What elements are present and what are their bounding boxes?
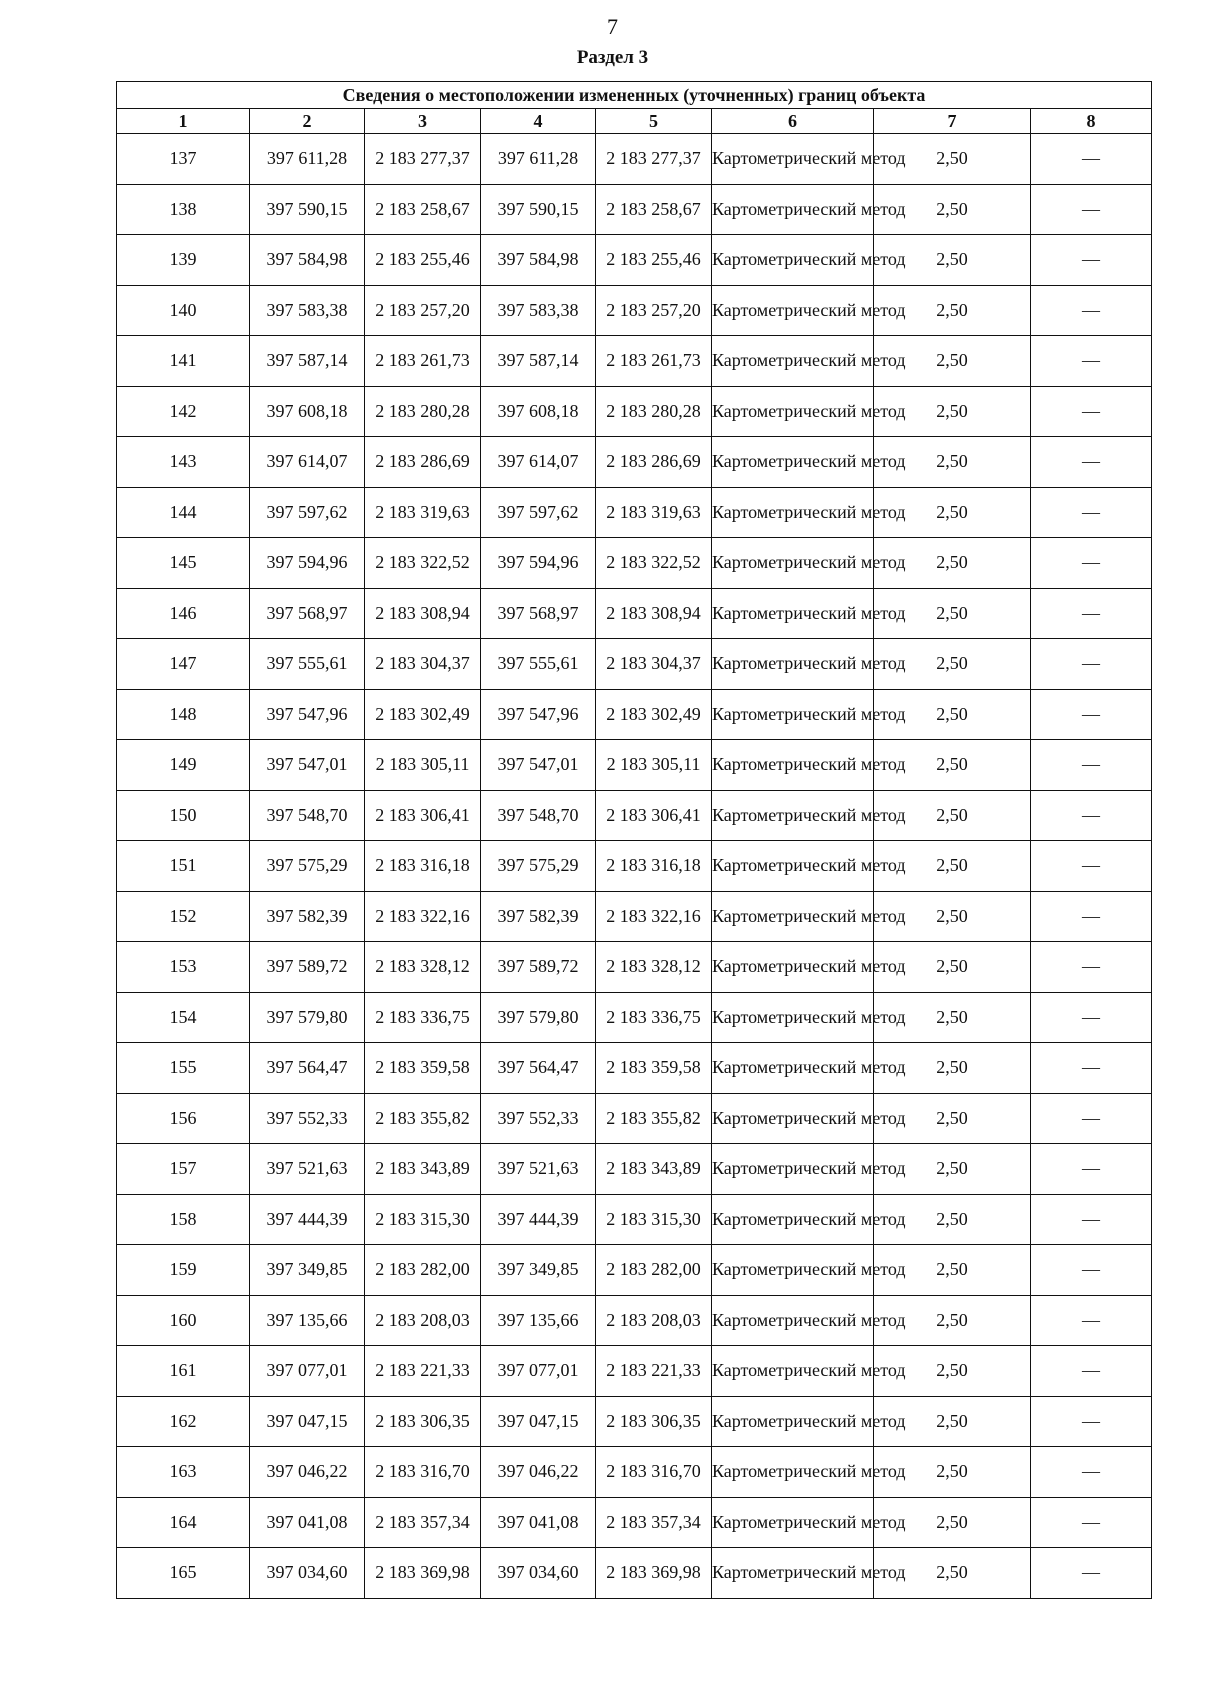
y-new-coordinate-cell: 2 183 305,11	[596, 740, 712, 791]
method-cell: Картометрический метод	[712, 1497, 874, 1548]
point-number-cell: 156	[117, 1093, 250, 1144]
x-new-coordinate-cell: 397 587,14	[481, 336, 596, 387]
method-cell: Картометрический метод	[712, 1548, 874, 1599]
x-new-coordinate-cell: 397 552,33	[481, 1093, 596, 1144]
y-coordinate-cell: 2 183 304,37	[365, 639, 481, 690]
x-new-coordinate-cell: 397 034,60	[481, 1548, 596, 1599]
x-coordinate-cell: 397 584,98	[250, 235, 365, 286]
x-coordinate-cell: 397 047,15	[250, 1396, 365, 1447]
table-row	[117, 1447, 1152, 1498]
y-new-coordinate-cell: 2 183 306,41	[596, 790, 712, 841]
x-coordinate-cell: 397 611,28	[250, 134, 365, 185]
method-cell: Картометрический метод	[712, 1245, 874, 1296]
point-number-cell: 143	[117, 437, 250, 488]
table-row	[117, 1245, 1152, 1296]
x-new-coordinate-cell: 397 547,96	[481, 689, 596, 740]
accuracy-cell: 2,50	[874, 437, 1031, 488]
y-new-coordinate-cell: 2 183 261,73	[596, 336, 712, 387]
point-number-cell: 163	[117, 1447, 250, 1498]
y-new-coordinate-cell: 2 183 357,34	[596, 1497, 712, 1548]
table-row	[117, 1144, 1152, 1195]
x-coordinate-cell: 397 135,66	[250, 1295, 365, 1346]
method-cell: Картометрический метод	[712, 1396, 874, 1447]
point-number-cell: 162	[117, 1396, 250, 1447]
x-coordinate-cell: 397 589,72	[250, 942, 365, 993]
y-new-coordinate-cell: 2 183 308,94	[596, 588, 712, 639]
y-new-coordinate-cell: 2 183 355,82	[596, 1093, 712, 1144]
accuracy-cell: 2,50	[874, 1194, 1031, 1245]
method-cell: Картометрический метод	[712, 740, 874, 791]
y-coordinate-cell: 2 183 322,52	[365, 538, 481, 589]
table-row	[117, 134, 1152, 185]
accuracy-cell: 2,50	[874, 1043, 1031, 1094]
description-cell: —	[1031, 437, 1152, 488]
accuracy-cell: 2,50	[874, 639, 1031, 690]
y-new-coordinate-cell: 2 183 336,75	[596, 992, 712, 1043]
y-new-coordinate-cell: 2 183 258,67	[596, 184, 712, 235]
page-number: 7	[607, 14, 618, 39]
x-new-coordinate-cell: 397 579,80	[481, 992, 596, 1043]
method-cell: Картометрический метод	[712, 487, 874, 538]
method-cell: Картометрический метод	[712, 588, 874, 639]
accuracy-cell: 2,50	[874, 1497, 1031, 1548]
table-row	[117, 689, 1152, 740]
y-coordinate-cell: 2 183 280,28	[365, 386, 481, 437]
table-row	[117, 437, 1152, 488]
y-coordinate-cell: 2 183 208,03	[365, 1295, 481, 1346]
accuracy-cell: 2,50	[874, 1295, 1031, 1346]
y-new-coordinate-cell: 2 183 316,18	[596, 841, 712, 892]
accuracy-cell: 2,50	[874, 841, 1031, 892]
x-new-coordinate-cell: 397 548,70	[481, 790, 596, 841]
x-coordinate-cell: 397 077,01	[250, 1346, 365, 1397]
table-row	[117, 639, 1152, 690]
x-new-coordinate-cell: 397 047,15	[481, 1396, 596, 1447]
y-new-coordinate-cell: 2 183 322,16	[596, 891, 712, 942]
point-number-cell: 148	[117, 689, 250, 740]
x-new-coordinate-cell: 397 584,98	[481, 235, 596, 286]
point-number-cell: 146	[117, 588, 250, 639]
x-coordinate-cell: 397 568,97	[250, 588, 365, 639]
x-coordinate-cell: 397 587,14	[250, 336, 365, 387]
x-coordinate-cell: 397 521,63	[250, 1144, 365, 1195]
x-new-coordinate-cell: 397 046,22	[481, 1447, 596, 1498]
description-cell: —	[1031, 235, 1152, 286]
method-cell: Картометрический метод	[712, 790, 874, 841]
y-new-coordinate-cell: 2 183 280,28	[596, 386, 712, 437]
y-new-coordinate-cell: 2 183 286,69	[596, 437, 712, 488]
point-number-cell: 160	[117, 1295, 250, 1346]
column-number-2: 2	[250, 109, 365, 134]
x-new-coordinate-cell: 397 568,97	[481, 588, 596, 639]
description-cell: —	[1031, 1346, 1152, 1397]
y-coordinate-cell: 2 183 302,49	[365, 689, 481, 740]
method-cell: Картометрический метод	[712, 1144, 874, 1195]
method-cell: Картометрический метод	[712, 1194, 874, 1245]
section-title: Раздел 3	[576, 47, 649, 68]
accuracy-cell: 2,50	[874, 1093, 1031, 1144]
method-cell: Картометрический метод	[712, 1447, 874, 1498]
x-coordinate-cell: 397 614,07	[250, 437, 365, 488]
x-coordinate-cell: 397 548,70	[250, 790, 365, 841]
y-coordinate-cell: 2 183 286,69	[365, 437, 481, 488]
point-number-cell: 140	[117, 285, 250, 336]
y-coordinate-cell: 2 183 315,30	[365, 1194, 481, 1245]
description-cell: —	[1031, 588, 1152, 639]
description-cell: —	[1031, 1093, 1152, 1144]
table-row	[117, 1346, 1152, 1397]
y-coordinate-cell: 2 183 322,16	[365, 891, 481, 942]
accuracy-cell: 2,50	[874, 891, 1031, 942]
table-row	[117, 1194, 1152, 1245]
y-coordinate-cell: 2 183 343,89	[365, 1144, 481, 1195]
description-cell: —	[1031, 336, 1152, 387]
description-cell: —	[1031, 639, 1152, 690]
x-new-coordinate-cell: 397 583,38	[481, 285, 596, 336]
method-cell: Картометрический метод	[712, 942, 874, 993]
column-number-7: 7	[874, 109, 1031, 134]
description-cell: —	[1031, 134, 1152, 185]
table-row	[117, 992, 1152, 1043]
x-coordinate-cell: 397 583,38	[250, 285, 365, 336]
method-cell: Картометрический метод	[712, 891, 874, 942]
y-new-coordinate-cell: 2 183 315,30	[596, 1194, 712, 1245]
table-caption: Сведения о местоположении измененных (уточненных) границ объекта	[117, 82, 1152, 109]
table-row	[117, 1497, 1152, 1548]
x-new-coordinate-cell: 397 444,39	[481, 1194, 596, 1245]
description-cell: —	[1031, 942, 1152, 993]
x-new-coordinate-cell: 397 547,01	[481, 740, 596, 791]
point-number-cell: 149	[117, 740, 250, 791]
description-cell: —	[1031, 1548, 1152, 1599]
x-coordinate-cell: 397 547,96	[250, 689, 365, 740]
x-new-coordinate-cell: 397 555,61	[481, 639, 596, 690]
y-new-coordinate-cell: 2 183 316,70	[596, 1447, 712, 1498]
x-coordinate-cell: 397 349,85	[250, 1245, 365, 1296]
description-cell: —	[1031, 1295, 1152, 1346]
description-cell: —	[1031, 1245, 1152, 1296]
accuracy-cell: 2,50	[874, 588, 1031, 639]
description-cell: —	[1031, 1447, 1152, 1498]
x-new-coordinate-cell: 397 608,18	[481, 386, 596, 437]
description-cell: —	[1031, 740, 1152, 791]
y-coordinate-cell: 2 183 369,98	[365, 1548, 481, 1599]
y-new-coordinate-cell: 2 183 322,52	[596, 538, 712, 589]
table-row	[117, 891, 1152, 942]
table-row	[117, 588, 1152, 639]
point-number-cell: 165	[117, 1548, 250, 1599]
point-number-cell: 139	[117, 235, 250, 286]
accuracy-cell: 2,50	[874, 285, 1031, 336]
accuracy-cell: 2,50	[874, 1346, 1031, 1397]
point-number-cell: 154	[117, 992, 250, 1043]
table-row	[117, 1093, 1152, 1144]
description-cell: —	[1031, 790, 1152, 841]
description-cell: —	[1031, 1396, 1152, 1447]
x-new-coordinate-cell: 397 349,85	[481, 1245, 596, 1296]
y-new-coordinate-cell: 2 183 328,12	[596, 942, 712, 993]
point-number-cell: 144	[117, 487, 250, 538]
column-number-4: 4	[481, 109, 596, 134]
method-cell: Картометрический метод	[712, 386, 874, 437]
accuracy-cell: 2,50	[874, 1144, 1031, 1195]
method-cell: Картометрический метод	[712, 1295, 874, 1346]
x-coordinate-cell: 397 608,18	[250, 386, 365, 437]
table-row	[117, 1295, 1152, 1346]
table-row	[117, 386, 1152, 437]
y-new-coordinate-cell: 2 183 282,00	[596, 1245, 712, 1296]
point-number-cell: 152	[117, 891, 250, 942]
table-row	[117, 1548, 1152, 1599]
description-cell: —	[1031, 841, 1152, 892]
coordinates-table	[116, 81, 1152, 1599]
point-number-cell: 153	[117, 942, 250, 993]
y-new-coordinate-cell: 2 183 306,35	[596, 1396, 712, 1447]
description-cell: —	[1031, 1497, 1152, 1548]
y-coordinate-cell: 2 183 319,63	[365, 487, 481, 538]
accuracy-cell: 2,50	[874, 1548, 1031, 1599]
table-row	[117, 790, 1152, 841]
x-new-coordinate-cell: 397 582,39	[481, 891, 596, 942]
x-new-coordinate-cell: 397 077,01	[481, 1346, 596, 1397]
accuracy-cell: 2,50	[874, 134, 1031, 185]
y-new-coordinate-cell: 2 183 343,89	[596, 1144, 712, 1195]
point-number-cell: 147	[117, 639, 250, 690]
point-number-cell: 161	[117, 1346, 250, 1397]
y-coordinate-cell: 2 183 355,82	[365, 1093, 481, 1144]
x-coordinate-cell: 397 590,15	[250, 184, 365, 235]
y-new-coordinate-cell: 2 183 369,98	[596, 1548, 712, 1599]
x-coordinate-cell: 397 575,29	[250, 841, 365, 892]
description-cell: —	[1031, 891, 1152, 942]
x-new-coordinate-cell: 397 611,28	[481, 134, 596, 185]
column-number-8: 8	[1031, 109, 1152, 134]
x-coordinate-cell: 397 552,33	[250, 1093, 365, 1144]
accuracy-cell: 2,50	[874, 538, 1031, 589]
table-row	[117, 1396, 1152, 1447]
method-cell: Картометрический метод	[712, 134, 874, 185]
x-new-coordinate-cell: 397 589,72	[481, 942, 596, 993]
x-coordinate-cell: 397 444,39	[250, 1194, 365, 1245]
accuracy-cell: 2,50	[874, 689, 1031, 740]
point-number-cell: 159	[117, 1245, 250, 1296]
y-new-coordinate-cell: 2 183 221,33	[596, 1346, 712, 1397]
accuracy-cell: 2,50	[874, 336, 1031, 387]
table-row	[117, 336, 1152, 387]
description-cell: —	[1031, 386, 1152, 437]
y-coordinate-cell: 2 183 336,75	[365, 992, 481, 1043]
y-new-coordinate-cell: 2 183 319,63	[596, 487, 712, 538]
y-new-coordinate-cell: 2 183 277,37	[596, 134, 712, 185]
method-cell: Картометрический метод	[712, 1346, 874, 1397]
accuracy-cell: 2,50	[874, 942, 1031, 993]
method-cell: Картометрический метод	[712, 285, 874, 336]
y-coordinate-cell: 2 183 316,18	[365, 841, 481, 892]
point-number-cell: 145	[117, 538, 250, 589]
method-cell: Картометрический метод	[712, 437, 874, 488]
table-row	[117, 184, 1152, 235]
column-number-row	[117, 109, 1152, 134]
description-cell: —	[1031, 1043, 1152, 1094]
description-cell: —	[1031, 538, 1152, 589]
x-new-coordinate-cell: 397 614,07	[481, 437, 596, 488]
table-row	[117, 841, 1152, 892]
description-cell: —	[1031, 487, 1152, 538]
y-coordinate-cell: 2 183 357,34	[365, 1497, 481, 1548]
table-row	[117, 942, 1152, 993]
x-new-coordinate-cell: 397 590,15	[481, 184, 596, 235]
point-number-cell: 155	[117, 1043, 250, 1094]
method-cell: Картометрический метод	[712, 992, 874, 1043]
table-row	[117, 538, 1152, 589]
accuracy-cell: 2,50	[874, 1396, 1031, 1447]
accuracy-cell: 2,50	[874, 992, 1031, 1043]
y-coordinate-cell: 2 183 359,58	[365, 1043, 481, 1094]
accuracy-cell: 2,50	[874, 235, 1031, 286]
point-number-cell: 142	[117, 386, 250, 437]
method-cell: Картометрический метод	[712, 1093, 874, 1144]
accuracy-cell: 2,50	[874, 1245, 1031, 1296]
x-coordinate-cell: 397 547,01	[250, 740, 365, 791]
point-number-cell: 164	[117, 1497, 250, 1548]
x-coordinate-cell: 397 582,39	[250, 891, 365, 942]
accuracy-cell: 2,50	[874, 790, 1031, 841]
y-coordinate-cell: 2 183 306,35	[365, 1396, 481, 1447]
y-coordinate-cell: 2 183 257,20	[365, 285, 481, 336]
point-number-cell: 138	[117, 184, 250, 235]
table-body	[117, 134, 1152, 1599]
x-coordinate-cell: 397 555,61	[250, 639, 365, 690]
method-cell: Картометрический метод	[712, 1043, 874, 1094]
column-number-6: 6	[712, 109, 874, 134]
x-coordinate-cell: 397 041,08	[250, 1497, 365, 1548]
point-number-cell: 158	[117, 1194, 250, 1245]
point-number-cell: 141	[117, 336, 250, 387]
y-new-coordinate-cell: 2 183 359,58	[596, 1043, 712, 1094]
method-cell: Картометрический метод	[712, 841, 874, 892]
x-coordinate-cell: 397 564,47	[250, 1043, 365, 1094]
y-coordinate-cell: 2 183 277,37	[365, 134, 481, 185]
method-cell: Картометрический метод	[712, 689, 874, 740]
y-new-coordinate-cell: 2 183 208,03	[596, 1295, 712, 1346]
accuracy-cell: 2,50	[874, 184, 1031, 235]
x-new-coordinate-cell: 397 564,47	[481, 1043, 596, 1094]
x-coordinate-cell: 397 594,96	[250, 538, 365, 589]
x-new-coordinate-cell: 397 597,62	[481, 487, 596, 538]
column-number-1: 1	[117, 109, 250, 134]
method-cell: Картометрический метод	[712, 639, 874, 690]
y-coordinate-cell: 2 183 255,46	[365, 235, 481, 286]
y-coordinate-cell: 2 183 221,33	[365, 1346, 481, 1397]
point-number-cell: 137	[117, 134, 250, 185]
y-coordinate-cell: 2 183 261,73	[365, 336, 481, 387]
accuracy-cell: 2,50	[874, 1447, 1031, 1498]
x-new-coordinate-cell: 397 041,08	[481, 1497, 596, 1548]
accuracy-cell: 2,50	[874, 386, 1031, 437]
x-coordinate-cell: 397 034,60	[250, 1548, 365, 1599]
point-number-cell: 150	[117, 790, 250, 841]
method-cell: Картометрический метод	[712, 235, 874, 286]
y-coordinate-cell: 2 183 308,94	[365, 588, 481, 639]
y-new-coordinate-cell: 2 183 304,37	[596, 639, 712, 690]
point-number-cell: 151	[117, 841, 250, 892]
y-coordinate-cell: 2 183 258,67	[365, 184, 481, 235]
description-cell: —	[1031, 1144, 1152, 1195]
description-cell: —	[1031, 689, 1152, 740]
method-cell: Картометрический метод	[712, 336, 874, 387]
method-cell: Картометрический метод	[712, 184, 874, 235]
table-row	[117, 487, 1152, 538]
y-new-coordinate-cell: 2 183 255,46	[596, 235, 712, 286]
y-new-coordinate-cell: 2 183 257,20	[596, 285, 712, 336]
x-coordinate-cell: 397 046,22	[250, 1447, 365, 1498]
x-coordinate-cell: 397 597,62	[250, 487, 365, 538]
method-cell: Картометрический метод	[712, 538, 874, 589]
accuracy-cell: 2,50	[874, 740, 1031, 791]
column-number-3: 3	[365, 109, 481, 134]
description-cell: —	[1031, 184, 1152, 235]
column-number-5: 5	[596, 109, 712, 134]
x-new-coordinate-cell: 397 575,29	[481, 841, 596, 892]
description-cell: —	[1031, 1194, 1152, 1245]
accuracy-cell: 2,50	[874, 487, 1031, 538]
x-new-coordinate-cell: 397 135,66	[481, 1295, 596, 1346]
y-coordinate-cell: 2 183 328,12	[365, 942, 481, 993]
y-coordinate-cell: 2 183 282,00	[365, 1245, 481, 1296]
x-new-coordinate-cell: 397 594,96	[481, 538, 596, 589]
y-coordinate-cell: 2 183 305,11	[365, 740, 481, 791]
x-new-coordinate-cell: 397 521,63	[481, 1144, 596, 1195]
table-row	[117, 740, 1152, 791]
table-row	[117, 285, 1152, 336]
description-cell: —	[1031, 285, 1152, 336]
y-new-coordinate-cell: 2 183 302,49	[596, 689, 712, 740]
y-coordinate-cell: 2 183 316,70	[365, 1447, 481, 1498]
description-cell: —	[1031, 992, 1152, 1043]
point-number-cell: 157	[117, 1144, 250, 1195]
table-row	[117, 1043, 1152, 1094]
x-coordinate-cell: 397 579,80	[250, 992, 365, 1043]
y-coordinate-cell: 2 183 306,41	[365, 790, 481, 841]
table-row	[117, 235, 1152, 286]
